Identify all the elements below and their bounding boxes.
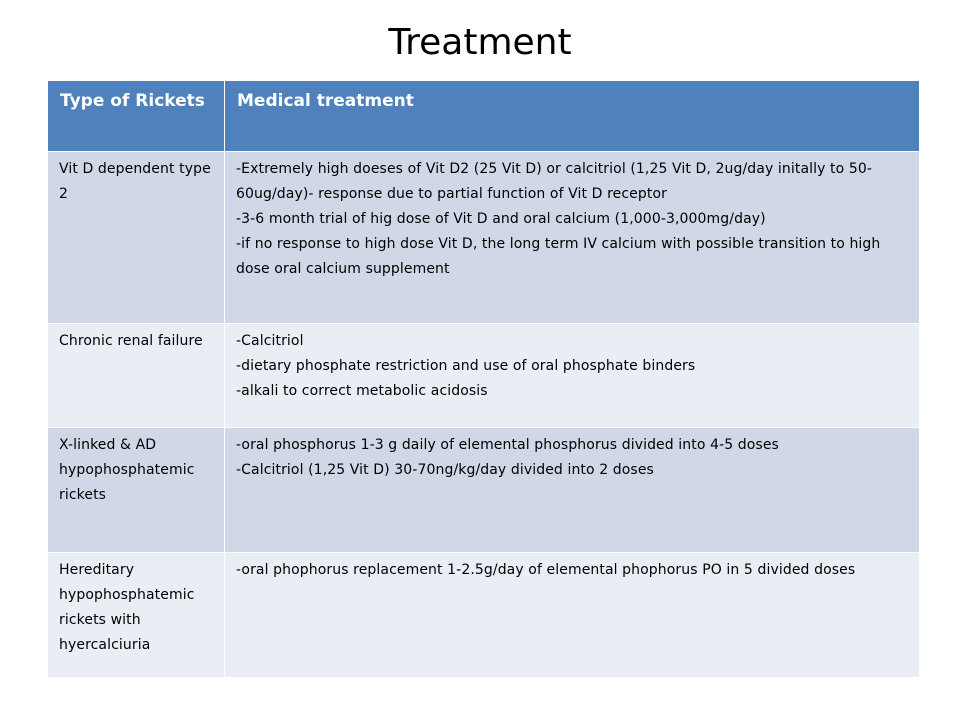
treatment-cell [225, 152, 920, 324]
treatment-cell [225, 324, 920, 428]
treatment-line: -Calcitriol (1,25 Vit D) 30-70ng/kg/day divided into 2 doses [236, 462, 654, 478]
treatment-table [47, 80, 920, 678]
treatment-line: -alkali to correct metabolic acidosis [236, 383, 488, 399]
treatment-line: -oral phophorus replacement 1-2.5g/day of elemental phophorus PO in 5 divided doses [236, 562, 856, 578]
table-row [48, 324, 920, 428]
table-header-row [48, 81, 920, 152]
rickets-type-cell: Hereditary hypophosphatemic rickets with hyercalciuria [48, 553, 225, 678]
treatment-line: -3-6 month trial of hig dose of Vit D and oral calcium (1,000-3,000mg/day) [236, 211, 766, 227]
treatment-line: -dietary phosphate restriction and use of oral phosphate binders [236, 358, 696, 374]
treatment-line: -oral phosphorus 1-3 g daily of elemental phosphorus divided into 4-5 doses [236, 437, 779, 453]
table-row [48, 428, 920, 553]
treatment-cell [225, 553, 920, 678]
treatment-line: -Calcitriol [236, 333, 304, 349]
treatment-line: -if no response to high dose Vit D, the long term IV calcium with possible transition to high dose oral calcium supplement [236, 236, 881, 277]
table-row [48, 152, 920, 324]
rickets-type-cell: Chronic renal failure [48, 324, 225, 428]
rickets-type-cell: Vit D dependent type 2 [48, 152, 225, 324]
rickets-type-cell: X-linked & AD hypophosphatemic rickets [48, 428, 225, 553]
slide-title: Treatment [388, 22, 572, 63]
header-type-of-rickets: Type of Rickets [48, 81, 225, 152]
header-medical-treatment: Medical treatment [225, 81, 920, 152]
treatment-cell [225, 428, 920, 553]
table-row [48, 553, 920, 678]
treatment-line: -Extremely high doeses of Vit D2 (25 Vit D) or calcitriol (1,25 Vit D, 2ug/day initally to 50-60ug/day)- response due to partial function of Vit D receptor [236, 161, 873, 202]
